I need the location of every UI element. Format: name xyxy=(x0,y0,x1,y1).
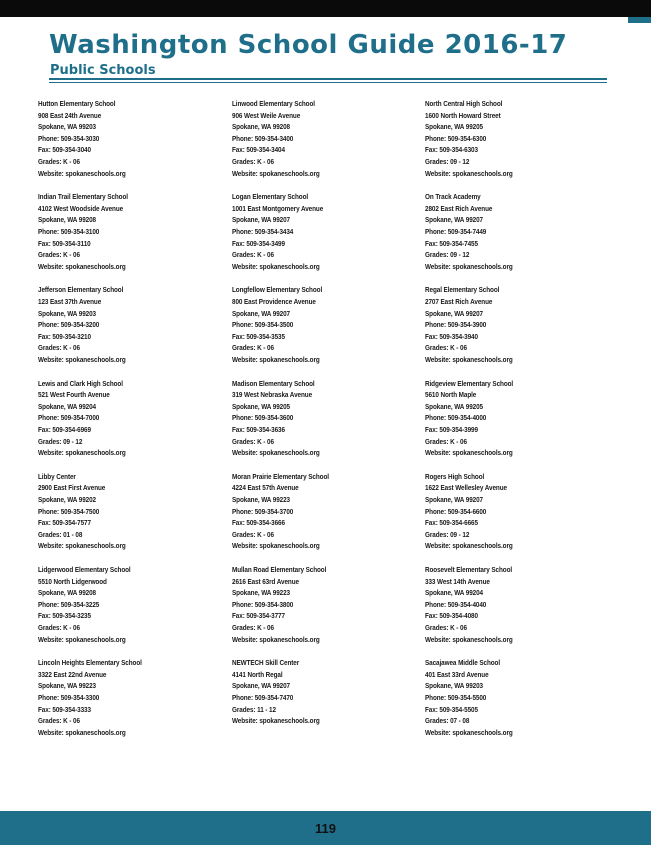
school-website: Website: spokaneschools.org xyxy=(231,354,320,364)
school-phone: Phone: 509-354-7500 xyxy=(38,506,100,516)
school-name: Indian Trail Elementary School xyxy=(38,192,128,202)
school-entry xyxy=(425,191,615,272)
footer-bar xyxy=(0,811,651,845)
school-website: Website: spokaneschools.org xyxy=(425,354,513,364)
school-name: Rogers High School xyxy=(425,471,485,481)
school-website: Website: spokaneschools.org xyxy=(425,634,513,644)
school-name: NEWTECH Skill Center xyxy=(231,658,299,668)
school-city: Spokane, WA 99223 xyxy=(231,588,290,598)
school-website: Website: spokaneschools.org xyxy=(38,634,126,644)
school-phone: Phone: 509-354-3900 xyxy=(425,320,487,330)
school-phone: Phone: 509-354-3700 xyxy=(231,506,293,516)
school-fax: Fax: 509-354-3666 xyxy=(231,518,285,528)
school-website: Website: spokaneschools.org xyxy=(425,261,513,271)
school-website: Website: spokaneschools.org xyxy=(425,448,513,458)
school-phone: Phone: 509-354-5500 xyxy=(425,692,487,702)
school-fax: Fax: 509-354-7455 xyxy=(425,238,478,248)
school-phone: Phone: 509-354-3100 xyxy=(38,226,100,236)
school-phone: Phone: 509-354-7000 xyxy=(38,413,100,423)
school-grades: Grades: K - 06 xyxy=(38,343,80,353)
page-title: Washington School Guide 2016-17 xyxy=(49,30,568,60)
school-city: Spokane, WA 99207 xyxy=(231,681,290,691)
school-city: Spokane, WA 99202 xyxy=(38,494,97,504)
school-grades: Grades: 01 - 08 xyxy=(38,529,83,539)
school-entry xyxy=(232,98,422,179)
school-grades: Grades: K - 06 xyxy=(231,436,274,446)
school-name: Moran Prairie Elementary School xyxy=(231,471,329,481)
header-rule-thin xyxy=(49,82,607,83)
school-address: 3322 East 22nd Avenue xyxy=(38,669,107,679)
school-name: Linwood Elementary School xyxy=(231,99,315,108)
school-phone: Phone: 509-354-3600 xyxy=(231,413,293,423)
school-city: Spokane, WA 99207 xyxy=(425,308,484,318)
header-rule xyxy=(49,78,607,80)
school-city: Spokane, WA 99203 xyxy=(38,122,97,132)
school-fax: Fax: 509-354-3499 xyxy=(231,238,285,248)
page-number: 119 xyxy=(315,821,336,836)
school-entry xyxy=(38,378,228,459)
school-phone: Phone: 509-354-7470 xyxy=(231,692,293,702)
school-grades: Grades: K - 06 xyxy=(425,622,467,632)
school-city: Spokane, WA 99207 xyxy=(231,215,290,225)
school-fax: Fax: 509-354-6665 xyxy=(425,518,478,528)
school-grades: Grades: 09 - 12 xyxy=(425,156,470,166)
school-grades: Grades: K - 06 xyxy=(231,343,274,353)
school-website: Website: spokaneschools.org xyxy=(425,727,513,737)
school-address: 521 West Fourth Avenue xyxy=(38,390,110,400)
school-grades: Grades: K - 06 xyxy=(231,529,274,539)
school-name: On Track Academy xyxy=(425,192,481,202)
school-address: 4224 East 57th Avenue xyxy=(231,483,299,493)
school-entry xyxy=(425,657,615,738)
school-entry xyxy=(425,378,615,459)
school-fax: Fax: 509-354-5505 xyxy=(425,704,478,714)
school-grades: Grades: 09 - 12 xyxy=(38,436,83,446)
school-website: Website: spokaneschools.org xyxy=(38,354,126,364)
school-address: 1001 East Montgomery Avenue xyxy=(231,203,323,213)
school-entry xyxy=(425,471,615,552)
school-grades: Grades: 09 - 12 xyxy=(425,250,470,260)
school-city: Spokane, WA 99207 xyxy=(425,494,484,504)
school-grades: Grades: 11 - 12 xyxy=(231,704,276,714)
school-address: 123 East 37th Avenue xyxy=(38,296,102,306)
school-entry xyxy=(38,657,228,738)
school-phone: Phone: 509-354-4040 xyxy=(425,599,487,609)
school-website: Website: spokaneschools.org xyxy=(425,168,513,178)
school-address: 906 West Weile Avenue xyxy=(231,110,300,120)
school-website: Website: spokaneschools.org xyxy=(38,448,126,458)
school-fax: Fax: 509-354-3999 xyxy=(425,424,478,434)
school-entry xyxy=(38,191,228,272)
school-address: 5510 North Lidgerwood xyxy=(38,576,107,586)
school-grades: Grades: 09 - 12 xyxy=(425,529,470,539)
school-fax: Fax: 509-354-3940 xyxy=(425,331,478,341)
school-city: Spokane, WA 99223 xyxy=(231,494,290,504)
school-entry xyxy=(232,657,422,727)
school-phone: Phone: 509-354-3500 xyxy=(231,320,293,330)
school-fax: Fax: 509-354-3210 xyxy=(38,331,91,341)
school-address: 2900 East First Avenue xyxy=(38,483,106,493)
school-fax: Fax: 509-354-3535 xyxy=(231,331,285,341)
school-address: 319 West Nebraska Avenue xyxy=(231,390,312,400)
school-phone: Phone: 509-354-3400 xyxy=(231,133,293,143)
school-name: Mullan Road Elementary School xyxy=(231,565,326,574)
school-entry xyxy=(38,471,228,552)
school-phone: Phone: 509-354-3800 xyxy=(231,599,293,609)
school-address: 2707 East Rich Avenue xyxy=(425,296,493,306)
school-fax: Fax: 509-354-3777 xyxy=(231,611,285,621)
school-website: Website: spokaneschools.org xyxy=(231,716,320,726)
school-entry xyxy=(425,564,615,645)
school-city: Spokane, WA 99208 xyxy=(38,588,97,598)
school-address: 2616 East 63rd Avenue xyxy=(231,576,299,586)
school-entry xyxy=(232,564,422,645)
school-city: Spokane, WA 99208 xyxy=(38,215,97,225)
top-bar xyxy=(0,0,651,17)
school-fax: Fax: 509-354-3235 xyxy=(38,611,91,621)
school-address: 401 East 33rd Avenue xyxy=(425,669,489,679)
school-name: Lincoln Heights Elementary School xyxy=(38,658,142,668)
school-entry xyxy=(425,284,615,365)
school-city: Spokane, WA 99204 xyxy=(425,588,484,598)
school-phone: Phone: 509-354-7449 xyxy=(425,226,487,236)
school-fax: Fax: 509-354-3333 xyxy=(38,704,91,714)
school-name: Ridgeview Elementary School xyxy=(425,378,514,388)
school-entry xyxy=(232,284,422,365)
school-address: 4102 West Woodside Avenue xyxy=(38,203,124,213)
top-accent xyxy=(628,17,651,23)
school-website: Website: spokaneschools.org xyxy=(38,168,126,178)
school-city: Spokane, WA 99203 xyxy=(38,308,97,318)
school-address: 800 East Providence Avenue xyxy=(231,296,316,306)
school-city: Spokane, WA 99207 xyxy=(425,215,484,225)
school-fax: Fax: 509-354-3040 xyxy=(38,145,91,155)
school-grades: Grades: K - 06 xyxy=(231,250,274,260)
school-website: Website: spokaneschools.org xyxy=(38,727,126,737)
school-entry xyxy=(38,284,228,365)
school-website: Website: spokaneschools.org xyxy=(231,261,320,271)
school-name: Libby Center xyxy=(38,471,76,481)
school-phone: Phone: 509-354-3030 xyxy=(38,133,100,143)
school-website: Website: spokaneschools.org xyxy=(425,541,513,551)
school-entry xyxy=(232,471,422,552)
school-name: Jefferson Elementary School xyxy=(38,285,124,295)
school-grades: Grades: K - 06 xyxy=(425,343,467,353)
school-website: Website: spokaneschools.org xyxy=(231,634,320,644)
school-website: Website: spokaneschools.org xyxy=(231,541,320,551)
school-city: Spokane, WA 99204 xyxy=(38,401,97,411)
school-address: 1622 East Wellesley Avenue xyxy=(425,483,507,493)
school-grades: Grades: K - 06 xyxy=(231,622,274,632)
school-entry xyxy=(38,564,228,645)
school-name: Hutton Elementary School xyxy=(38,99,116,108)
school-city: Spokane, WA 99223 xyxy=(38,681,97,691)
school-phone: Phone: 509-354-6300 xyxy=(425,133,487,143)
school-phone: Phone: 509-354-3225 xyxy=(38,599,100,609)
school-city: Spokane, WA 99207 xyxy=(231,308,290,318)
school-city: Spokane, WA 99205 xyxy=(425,122,484,132)
school-name: Logan Elementary School xyxy=(231,192,308,202)
school-phone: Phone: 509-354-4000 xyxy=(425,413,487,423)
school-name: Roosevelt Elementary School xyxy=(425,565,513,574)
school-fax: Fax: 509-354-3636 xyxy=(231,424,285,434)
school-grades: Grades: 07 - 08 xyxy=(425,716,470,726)
school-fax: Fax: 509-354-3110 xyxy=(38,238,91,248)
school-grades: Grades: K - 06 xyxy=(38,250,80,260)
school-address: 1600 North Howard Street xyxy=(425,110,501,120)
school-name: Sacajawea Middle School xyxy=(425,658,501,668)
school-phone: Phone: 509-354-3200 xyxy=(38,320,100,330)
school-name: Madison Elementary School xyxy=(231,378,315,388)
school-city: Spokane, WA 99203 xyxy=(425,681,484,691)
school-entry xyxy=(232,191,422,272)
school-address: 908 East 24th Avenue xyxy=(38,110,102,120)
school-grades: Grades: K - 06 xyxy=(425,436,467,446)
school-fax: Fax: 509-354-4080 xyxy=(425,611,478,621)
school-entry xyxy=(232,378,422,459)
school-grades: Grades: K - 06 xyxy=(38,716,80,726)
school-name: Longfellow Elementary School xyxy=(231,285,322,295)
school-grades: Grades: K - 06 xyxy=(38,622,80,632)
school-fax: Fax: 509-354-6969 xyxy=(38,424,91,434)
school-city: Spokane, WA 99205 xyxy=(425,401,484,411)
school-name: Lewis and Clark High School xyxy=(38,378,123,388)
school-name: Lidgerwood Elementary School xyxy=(38,565,131,574)
school-grades: Grades: K - 06 xyxy=(231,156,274,166)
school-phone: Phone: 509-354-6600 xyxy=(425,506,487,516)
school-phone: Phone: 509-354-3300 xyxy=(38,692,100,702)
school-entry xyxy=(38,98,228,179)
school-name: Regal Elementary School xyxy=(425,285,500,295)
school-grades: Grades: K - 06 xyxy=(38,156,80,166)
school-address: 2802 East Rich Avenue xyxy=(425,203,493,213)
school-entry xyxy=(425,98,615,179)
school-fax: Fax: 509-354-7577 xyxy=(38,518,91,528)
school-website: Website: spokaneschools.org xyxy=(38,261,126,271)
school-city: Spokane, WA 99208 xyxy=(231,122,290,132)
section-subtitle: Public Schools xyxy=(50,63,156,78)
school-address: 4141 North Regal xyxy=(231,669,283,679)
school-website: Website: spokaneschools.org xyxy=(231,448,320,458)
school-address: 5610 North Maple xyxy=(425,390,477,400)
school-address: 333 West 14th Avenue xyxy=(425,576,490,586)
school-website: Website: spokaneschools.org xyxy=(231,168,320,178)
school-name: North Central High School xyxy=(425,99,503,108)
school-fax: Fax: 509-354-3404 xyxy=(231,145,285,155)
school-fax: Fax: 509-354-6303 xyxy=(425,145,478,155)
school-city: Spokane, WA 99205 xyxy=(231,401,290,411)
school-website: Website: spokaneschools.org xyxy=(38,541,126,551)
school-phone: Phone: 509-354-3434 xyxy=(231,226,293,236)
